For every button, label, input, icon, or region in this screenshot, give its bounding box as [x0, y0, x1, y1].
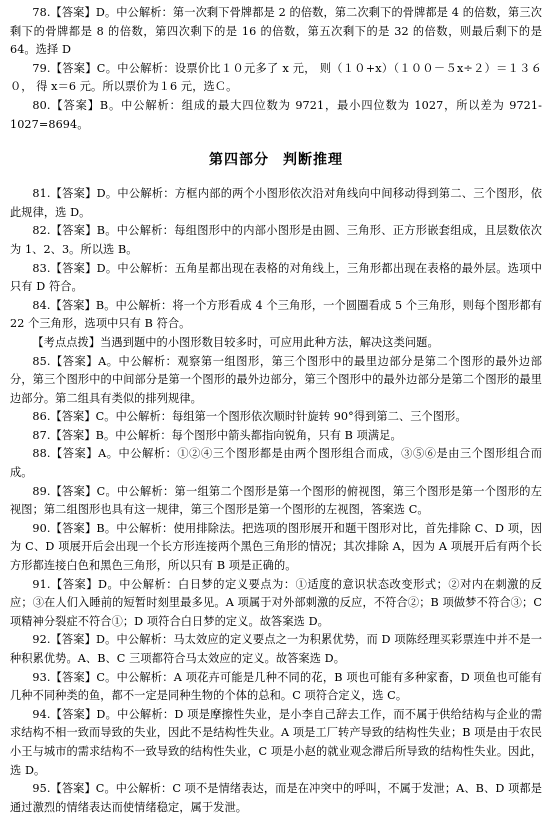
section-part: 第四部分	[209, 152, 269, 169]
answer-paragraph-95: 95.【答案】C。中公解析：C 项不是情绪表达，而是在冲突中的呼叫，不属于发泄；A、B、D 项都是通过激烈的情绪表达而使情绪稳定，属于发泄。	[10, 782, 542, 814]
answer-paragraph-93: 93.【答案】C。中公解析：A 项花卉可能是几种不同的花，B 项也可能有多种家畜，D 项鱼也可能有几种不同种类的鱼，都不一定是同种生物的个体的总和。C 项符合定义，选 C。	[10, 670, 542, 703]
answer-paragraph-91: 91.【答案】D。中公解析：白日梦的定义要点为：①适度的意识状态改变形式；②对内在刺激的反应；③在人们入睡前的短暂时刻里最多见。A 项属于对外部刺激的反应，不符合②；B 项做梦不符合③；C 项精神分裂症不符合①；D 项符合白日梦的定义。故答案选 D。	[10, 577, 542, 628]
tip-paragraph: 【考点点拨】当遇到题中的小图形数目较多时，可应用此种方法，解决这类问题。	[32, 335, 439, 349]
answer-paragraph-85: 85.【答案】A。中公解析：观察第一组图形，第三个图形中的最里边部分是第二个图形的最外边部分，第三个图形中的中间部分是第一个图形的最外边部分，第三个图形中的最外边部分是第二个图形的最里边部分。第二组具有类似的排列规律。	[10, 354, 542, 405]
answer-paragraph-82: 82.【答案】B。中公解析：每组图形中的内部小图形是由圆、三角形、正方形嵌套组成，且层数依次为 1、2、3。所以选 B。	[10, 224, 542, 256]
answer-paragraph-88: 88.【答案】A。中公解析：①②④三个图形都是由两个图形组合而成，③⑤⑥是由三个图形组合而成。	[10, 447, 542, 480]
answer-paragraph-86: 86.【答案】C。中公解析：每组第一个图形依次顺时针旋转 90°得到第二、三个图形。	[32, 410, 467, 424]
answer-paragraph-90: 90.【答案】B。中公解析：使用排除法。把选项的图形展开和题干图形对比，首先排除 C、D 项，因为 C、D 项展开后会出现一个长方形连接两个黑色三角形的情况；其次排除 A，因为 A 项展开后有两个长方形都连接白色和黑色三角形，所以只有 B 项是正确的。	[10, 521, 542, 573]
answer-paragraph-92: 92.【答案】D。中公解析：马太效应的定义要点之一为积累优势，而 D 项陈经理买彩票连中并不是一种积累优势。A、B、C 三项都符合马太效应的定义。故答案选 D。	[10, 633, 542, 665]
section-title: 判断推理	[283, 152, 343, 169]
answer-paragraph-79: 79.【答案】C。中公解析：设票价比１０元多了 x 元， 则（１０+x）（１００－５x÷２）＝１３６０， 得 x＝6 元。所以票价为１6 元，选Ｃ。	[10, 61, 542, 94]
answer-paragraph-84: 84.【答案】B。中公解析：将一个方形看成 4 个三角形，一个圆圈看成 5 个三角形，则每个图形都有 22 个三角形，选项中只有 B 符合。	[10, 298, 542, 331]
answer-paragraph-83: 83.【答案】D。中公解析：五角星都出现在表格的对角线上，三角形都出现在表格的最外层。选项中只有 D 符合。	[10, 261, 542, 294]
answer-paragraph-81: 81.【答案】D。中公解析：方框内部的两个小图形依次沿对角线向中间移动得到第二、三个图形，依此规律，选 D。	[10, 187, 542, 219]
section-heading	[10, 149, 542, 169]
answer-paragraph-87: 87.【答案】B。中公解析：每个图形中箭头都指向锐角，只有 B 项满足。	[32, 428, 402, 442]
answer-paragraph-89: 89.【答案】C。中公解析：第一组第二个图形是第一个图形的俯视图，第三个图形是第一个图形的左视图；第二组图形也具有这一规律，第三个图形是第一个图形的左视图，答案选 C。	[10, 484, 542, 517]
answer-paragraph-94: 94.【答案】D。中公解析：D 项是摩擦性失业，是小李自己辞去工作，而不属于供给结构与企业的需求结构不相一致而导致的失业，因此不是结构性失业。A 项是工厂转产导致的结构性失业；B 项是由于农民小王与城市的需求结构不一致导致的结构性失业，C 项是小赵的就业观念滞后所导致的结构性失业。因此，选 D。	[10, 707, 542, 777]
answer-paragraph-80: 80.【答案】B。中公解析：组成的最大四位数为 9721，最小四位数为 1027，所以差为 9721-1027=8694。	[10, 98, 542, 131]
answer-paragraph-78: 78.【答案】D。中公解析：第一次剩下骨牌都是 2 的倍数，第二次剩下的骨牌都是 4 的倍数，第三次剩下的骨牌都是 8 的倍数，第四次剩下的是 16 的倍数，第五次剩下的是 32 的倍数，则最后剩下的是 64。选择 D	[10, 6, 542, 57]
